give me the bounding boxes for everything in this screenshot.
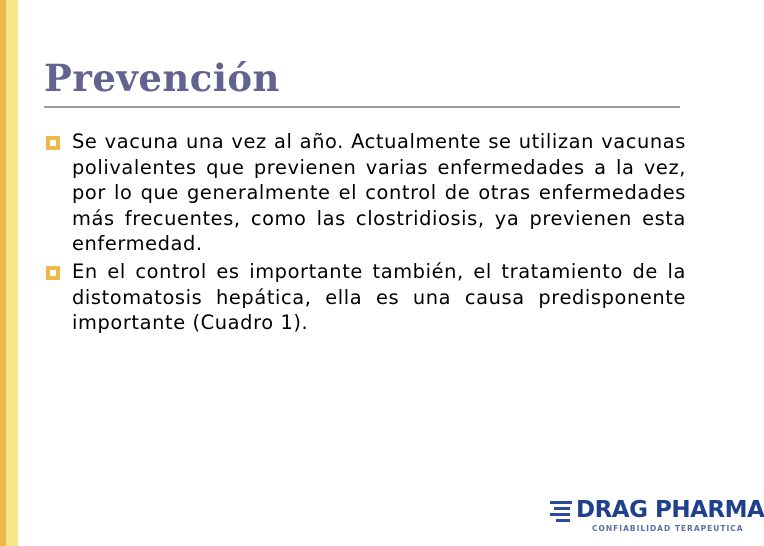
drag-pharma-logo: [550, 497, 764, 535]
bullet-list: [46, 129, 686, 338]
square-bullet-icon: [46, 136, 60, 150]
slide-title: Prevención: [44, 56, 280, 100]
sidebar-accent: [0, 0, 6, 546]
logo-tagline: CONFIABILIDAD TERAPEUTICA: [592, 524, 744, 533]
square-bullet-icon: [46, 266, 60, 280]
logo-lines-icon: [550, 501, 578, 525]
logo-name: DRAG PHARMA: [576, 497, 764, 523]
title-divider: [44, 106, 680, 108]
bullet-text: Se vacuna una vez al año. Actualmente se utilizan vacunas polivalentes que previenen varias enfermedades a la vez, por lo que generalmente el control de otras enfermedades más frecuentes, como las clostridiosis, ya previenen esta enfermedad.: [72, 130, 686, 256]
bullet-text: En el control es importante también, el tratamiento de la distomatosis hepática, ella es una causa predisponente importante (Cuadro 1).: [72, 259, 686, 335]
bullet-item: [46, 129, 686, 257]
bullet-item: [46, 259, 686, 336]
